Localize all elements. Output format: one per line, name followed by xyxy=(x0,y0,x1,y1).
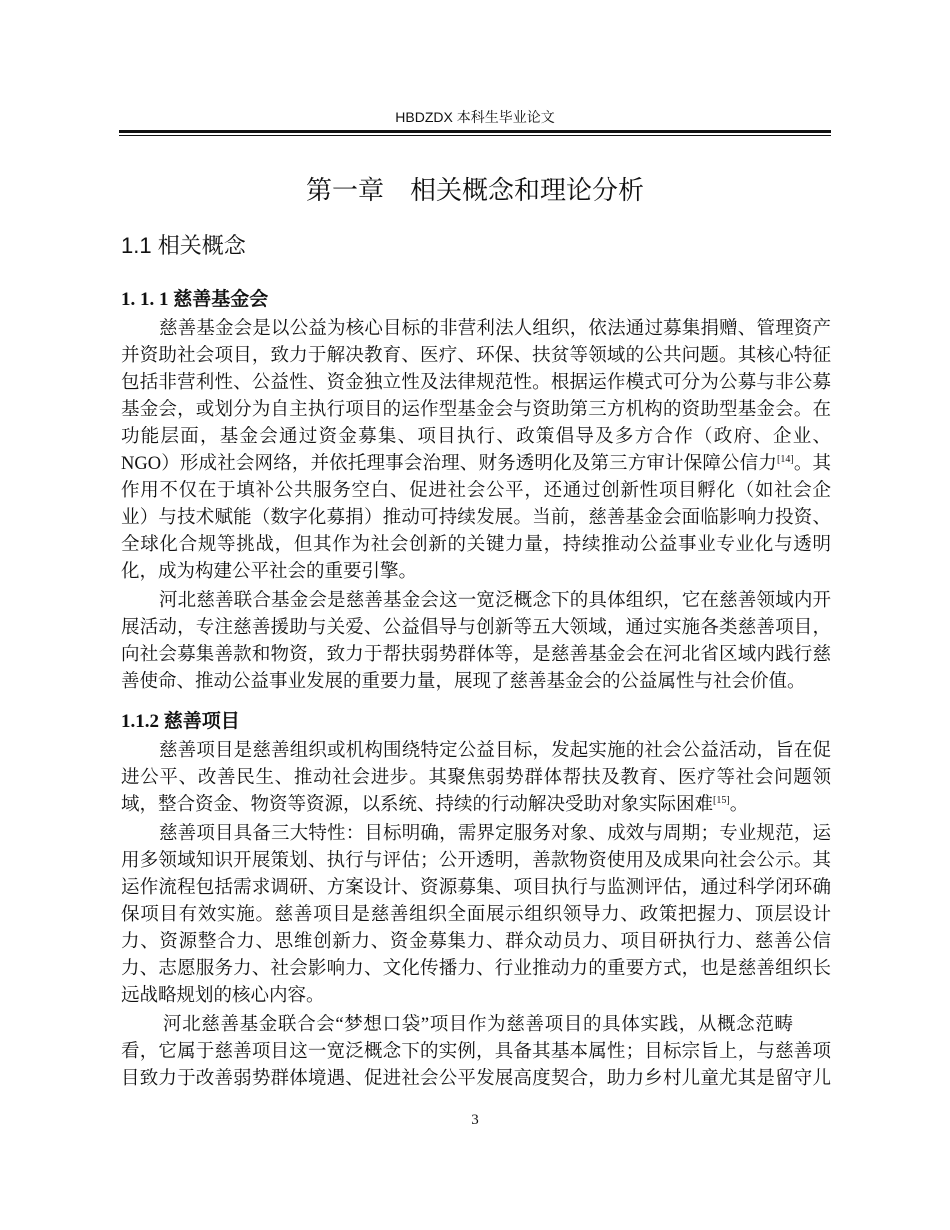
citation-ref: [15] xyxy=(713,794,730,806)
text-line: 力、志愿服务力、社会影响力、文化传播力、行业推动力的重要方式，也是慈善组织长 xyxy=(121,959,831,979)
citation-ref: [14] xyxy=(776,453,794,465)
text-line xyxy=(121,792,831,819)
paragraph xyxy=(121,588,831,696)
text-line: 保项目有效实施。慈善项目是慈善组织全面展示组织领导力、政策把握力、顶层设计 xyxy=(121,905,831,925)
text-line: 功能层面，基金会通过资金募集、项目执行、政策倡导及多方合作（政府、企业、 xyxy=(121,427,831,447)
section-heading-1-1: 1.1 相关概念 xyxy=(121,233,246,258)
text-line: 作用不仅在于填补公共服务空白、促进社会公平，还通过创新性项目孵化（如社会企 xyxy=(121,481,831,501)
text-line: 慈善项目具备三大特性：目标明确，需界定服务对象、成效与周期；专业规范，运 xyxy=(159,824,831,844)
text-line: 包括非营利性、公益性、资金独立性及法律规范性。根据运作模式可分为公募与非公募 xyxy=(121,373,831,393)
header-rule-thick xyxy=(119,130,831,133)
text-line: 基金会，或划分为自主执行项目的运作型基金会与资助第三方机构的资助型基金会。在 xyxy=(121,400,831,420)
line-text: 域，整合资金、物资等资源，以系统、持续的行动解决受助对象实际困难 xyxy=(121,795,714,815)
text-line: 河北慈善联合基金会是慈善基金会这一宽泛概念下的具体组织，它在慈善领域内开 xyxy=(159,591,831,611)
text-line: 展活动，专注慈善援助与关爱、公益倡导与创新等五大领域，通过实施各类慈善项目， xyxy=(121,618,831,638)
text-line: 慈善基金会是以公益为核心目标的非营利法人组织，依法通过募集捐赠、管理资产 xyxy=(159,319,831,339)
running-header: HBDZDX 本科生毕业论文 xyxy=(395,109,555,125)
section-heading-1-1-2: 1.1.2 慈善项目 xyxy=(121,711,240,732)
text-line: 业）与技术赋能（数字化募捐）推动可持续发展。当前，慈善基金会面临影响力投资、 xyxy=(121,508,831,528)
text-line: 远战略规划的核心内容。 xyxy=(121,986,325,1006)
text-line: 化，成为构建公平社会的重要引擎。 xyxy=(121,562,418,582)
paragraph xyxy=(121,1012,831,1093)
text-line: 并资助社会项目，致力于解决教育、医疗、环保、扶贫等领域的公共问题。其核心特征 xyxy=(121,346,831,366)
text-line: 善使命、推动公益事业发展的重要力量，展现了慈善基金会的公益属性与社会价值。 xyxy=(121,672,806,692)
text-line: 看，它属于慈善项目这一宽泛概念下的实例，具备其基本属性；目标宗旨上，与慈善项 xyxy=(121,1042,831,1062)
line-text-after: 。 xyxy=(729,795,749,815)
line-text-after: 。其 xyxy=(793,454,831,474)
text-line: 河北慈善基金联合会“梦想口袋”项目作为慈善项目的具体实践，从概念范畴 xyxy=(163,1015,793,1035)
text-line: 向社会募集善款和物资，致力于帮扶弱势群体等，是慈善基金会在河北省区域内践行慈 xyxy=(121,645,831,665)
page-number: 3 xyxy=(471,1112,479,1128)
text-line: 慈善项目是慈善组织或机构围绕特定公益目标，发起实施的社会公益活动，旨在促 xyxy=(159,741,831,761)
paragraph xyxy=(121,316,831,586)
text-line: 力、资源整合力、思维创新力、资金募集力、群众动员力、项目研执行力、慈善公信 xyxy=(121,932,831,952)
chapter-title: 第一章 相关概念和理论分析 xyxy=(305,175,644,205)
text-line: 进公平、改善民生、推动社会进步。其聚焦弱势群体帮扶及教育、医疗等社会问题领 xyxy=(121,768,831,788)
paragraph xyxy=(121,821,831,1010)
header-rule-thin xyxy=(119,135,831,136)
text-line: 用多领域知识开展策划、执行与评估；公开透明，善款物资使用及成果向社会公示。其 xyxy=(121,851,831,871)
line-text: NGO）形成社会网络，并依托理事会治理、财务透明化及第三方审计保障公信力 xyxy=(121,454,777,474)
paragraph xyxy=(121,738,831,819)
section-heading-1-1-1: 1. 1. 1 慈善基金会 xyxy=(121,289,269,310)
text-line: 目致力于改善弱势群体境遇、促进社会公平发展高度契合，助力乡村儿童尤其是留守儿 xyxy=(121,1069,831,1089)
text-line: 全球化合规等挑战，但其作为社会创新的关键力量，持续推动公益事业专业化与透明 xyxy=(121,535,831,555)
text-line: 运作流程包括需求调研、方案设计、资源募集、项目执行与监测评估，通过科学闭环确 xyxy=(121,878,831,898)
text-line xyxy=(121,451,831,478)
